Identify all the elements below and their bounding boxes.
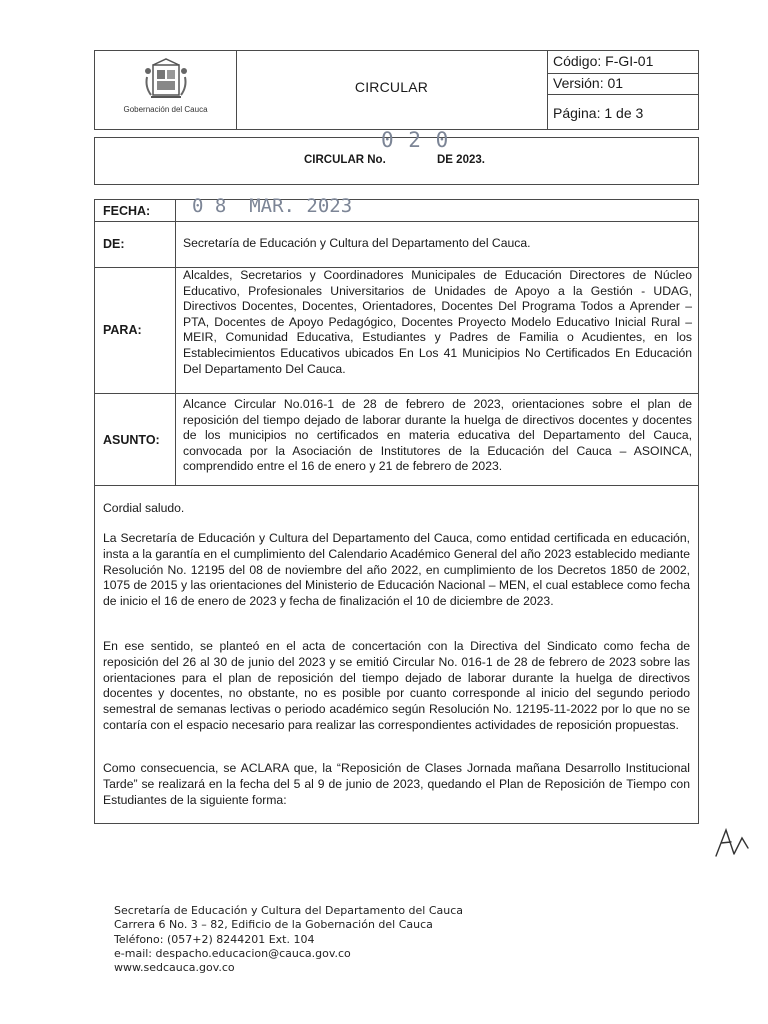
document-control-cell bbox=[547, 51, 698, 129]
asunto-label: ASUNTO: bbox=[103, 433, 160, 447]
fecha-label: FECHA: bbox=[103, 204, 151, 218]
logo-cell bbox=[95, 51, 237, 129]
footer-email[interactable]: e-mail: despacho.educacion@cauca.gov.co bbox=[114, 946, 351, 960]
circular-number-box bbox=[94, 128, 699, 185]
handwritten-initial-mark bbox=[712, 826, 752, 860]
document-code: Código: F-GI-01 bbox=[547, 51, 698, 74]
circular-metadata-table bbox=[94, 195, 699, 486]
asunto-row bbox=[95, 394, 698, 485]
document-page: Página: 1 de 3 bbox=[553, 105, 644, 121]
logo-caption: Gobernación del Cauca bbox=[123, 105, 208, 114]
fecha-stamp: 0 8 MAR. 2023 bbox=[192, 195, 353, 217]
document-header-table bbox=[94, 50, 699, 130]
circular-year: DE 2023. bbox=[437, 154, 485, 166]
document-type-cell bbox=[236, 51, 548, 129]
greeting: Cordial saludo. bbox=[103, 501, 185, 515]
body-paragraph-2: En ese sentido, se planteó en el acta de concertación con la Directiva del Sindicato como fecha de reposición del 26 al 30 de junio del 2023 y se emitió Circular No. 016-1 de 28 de febrero de 2023 sobre las orientaciones para el plan de reposición del tiempo dejado de laborar durante la huelga de directivos docentes y docentes, no obstante, no es posible por cuanto corresponde al inicio del segundo periodo semestral de semanas lectivas o periodo académico según Resolución No. 12195-11-2022 por lo que no se contaría con el espacio necesario para realizar las correspondientes actividades de reposición propuestas. bbox=[103, 639, 690, 732]
page-footer bbox=[114, 904, 463, 975]
de-value: Secretaría de Educación y Cultura del Departamento del Cauca. bbox=[183, 236, 531, 250]
circular-body bbox=[94, 486, 699, 824]
fecha-row bbox=[95, 195, 698, 222]
footer-office: Secretaría de Educación y Cultura del Departamento del Cauca bbox=[114, 904, 464, 917]
circular-number-stamp: 0 2 0 bbox=[381, 128, 450, 152]
para-value: Alcaldes, Secretarios y Coordinadores Municipales de Educación Directores de Núcleo Educativo, Profesionales Universitarios de Unidades de Apoyo a la Gestión - UDAG, Directivos Docentes, Docentes, Orientadores, Docentes Del Programa Todos a Aprender – PTA, Docentes de Apoyo Pedagógico, Docentes Proyecto Modelo Educativo Inicial Rural – MEIR, Comunidad Educativa, Estudiantes y Padres de Familia o Acudientes, en los Establecimientos Educativos ubicados En Los 41 Municipios No Certificados En Educación Del Departamento Del Cauca. bbox=[183, 268, 692, 376]
coat-of-arms-icon bbox=[143, 57, 189, 103]
de-label: DE: bbox=[103, 237, 125, 251]
document-type: CIRCULAR bbox=[354, 79, 429, 95]
body-paragraph-3: Como consecuencia, se ACLARA que, la “Reposición de Clases Jornada mañana Desarrollo Institucional Tarde” se realizará en la fecha del 5 al 9 de junio de 2023, quedando el Plan de Reposición de Tiempo con Estudiantes de la siguiente forma: bbox=[103, 761, 690, 807]
de-row bbox=[95, 222, 698, 268]
footer-phone: Teléfono: (057+2) 8244201 Ext. 104 bbox=[114, 932, 315, 946]
asunto-value: Alcance Circular No.016-1 de 28 de febrero de 2023, orientaciones sobre el plan de reposición del tiempo dejado de laborar durante la huelga de directivos docentes y docentes de los municipios no certificados en materia educativa del Departamento del Cauca, convocada por la Asociación de Institutores de la Educación del Cauca – ASOINCA, comprendido entre el 16 de enero y 21 de febrero de 2023. bbox=[183, 397, 692, 474]
document-version: Versión: 01 bbox=[547, 74, 698, 95]
footer-website[interactable]: www.sedcauca.gov.co bbox=[114, 961, 235, 975]
circular-number-label: CIRCULAR No. bbox=[304, 154, 386, 166]
footer-address: Carrera 6 No. 3 – 82, Edificio de la Gobernación del Cauca bbox=[114, 918, 433, 932]
para-label: PARA: bbox=[103, 323, 142, 337]
body-paragraph-1: La Secretaría de Educación y Cultura del Departamento del Cauca, como entidad certificada en educación, insta a la garantía en el cumplimiento del Calendario Académico General del año 2023 establecido mediante Resolución No. 12195 del 08 de noviembre del año 2022, en cumplimiento de los Decretos 1850 de 2002, 1075 de 2015 y las orientaciones del Ministerio de Educación Nacional – MEN, el cual establece como fecha de inicio el 16 de enero de 2023 y fecha de finalización el 10 de diciembre de 2023. bbox=[103, 531, 690, 609]
para-row bbox=[95, 268, 698, 394]
